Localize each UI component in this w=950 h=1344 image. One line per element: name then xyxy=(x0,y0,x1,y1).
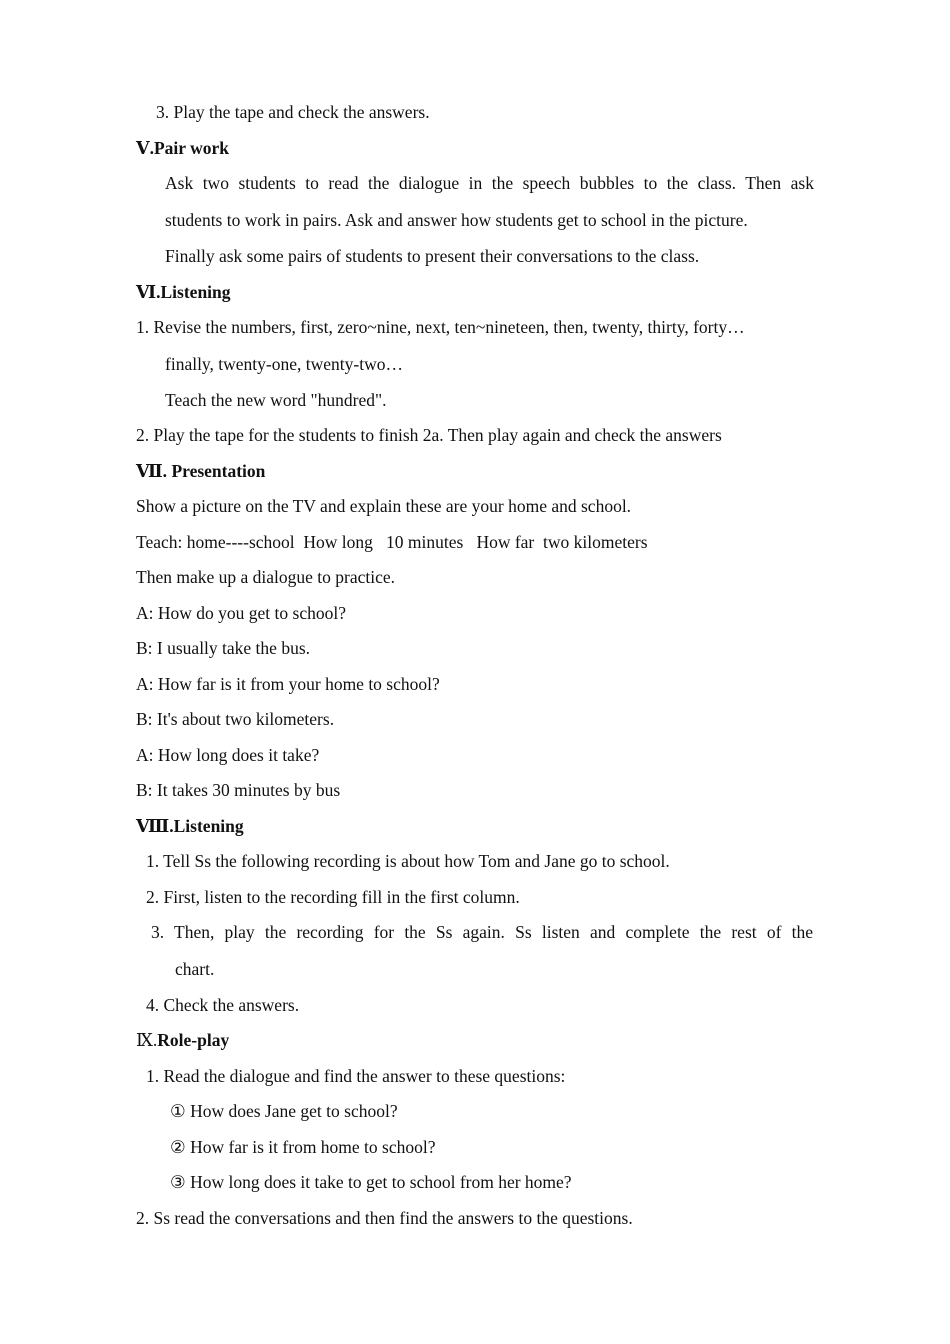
section-7-teach-line: Teach: home----school How long 10 minutes How far two kilometers xyxy=(136,532,648,552)
section-9-heading xyxy=(136,1029,229,1051)
section-6-teach-word: Teach the new word "hundred". xyxy=(165,390,387,410)
section-8-number: Ⅷ. xyxy=(136,816,174,836)
section-7-heading xyxy=(136,460,265,482)
dialogue-line-4: B: It's about two kilometers. xyxy=(136,709,335,729)
section-9-item-1: 1. Read the dialogue and find the answer to these questions: xyxy=(146,1066,566,1086)
section-6-item-1: 1. Revise the numbers, first, zero~nine, next, ten~nineteen, then, twenty, thirty, forty… xyxy=(136,317,745,337)
dialogue-line-1: A: How do you get to school? xyxy=(136,603,346,623)
section-8-item-3: 3. Then, play the recording for the Ss again. Ss listen and complete the rest of the xyxy=(151,922,813,942)
section-8-heading xyxy=(136,815,244,837)
section-5-paragraph-line-1: Ask two students to read the dialogue in the speech bubbles to the class. Then ask xyxy=(165,173,814,193)
section-5-paragraph-line-2: students to work in pairs. Ask and answer how students get to school in the picture. xyxy=(165,210,748,230)
section-7-number: Ⅶ. xyxy=(136,461,168,481)
section-6-heading xyxy=(136,281,231,303)
section-8-item-2: 2. First, listen to the recording fill in the first column. xyxy=(146,887,520,907)
section-5-number: Ⅴ. xyxy=(136,138,154,158)
dialogue-line-2: B: I usually take the bus. xyxy=(136,638,311,658)
dialogue-line-6: B: It takes 30 minutes by bus xyxy=(136,780,341,800)
section-6-number: Ⅵ. xyxy=(136,282,161,302)
section-7-line-1: Show a picture on the TV and explain these are your home and school. xyxy=(136,496,632,516)
section-8-item-1: 1. Tell Ss the following recording is about how Tom and Jane go to school. xyxy=(146,851,670,871)
section-6-item-2: 2. Play the tape for the students to finish 2a. Then play again and check the answers xyxy=(136,425,722,445)
section-5-heading xyxy=(136,137,229,159)
section-8-item-3-continued: chart. xyxy=(175,959,215,979)
step-3-text: 3. Play the tape and check the answers. xyxy=(156,102,430,122)
section-5-paragraph-line-3: Finally ask some pairs of students to present their conversations to the class. xyxy=(165,246,700,266)
section-6-title: Listening xyxy=(160,282,231,302)
section-8-title: Listening xyxy=(173,816,244,836)
section-5-title: Pair work xyxy=(153,138,229,158)
section-7-line-3: Then make up a dialogue to practice. xyxy=(136,567,395,587)
section-7-title: Presentation xyxy=(171,461,266,481)
section-9-item-2: 2. Ss read the conversations and then find the answers to the questions. xyxy=(136,1208,633,1228)
section-8-item-4: 4. Check the answers. xyxy=(146,995,300,1015)
section-9-title: Role-play xyxy=(157,1030,230,1050)
dialogue-line-3: A: How far is it from your home to school? xyxy=(136,674,440,694)
question-3: ③ How long does it take to get to school from her home? xyxy=(170,1172,572,1192)
question-1: ① How does Jane get to school? xyxy=(170,1101,398,1121)
question-2: ② How far is it from home to school? xyxy=(170,1137,436,1157)
dialogue-line-5: A: How long does it take? xyxy=(136,745,320,765)
section-6-item-1-continued: finally, twenty-one, twenty-two… xyxy=(165,354,403,374)
section-9-number: Ⅸ. xyxy=(136,1030,158,1050)
